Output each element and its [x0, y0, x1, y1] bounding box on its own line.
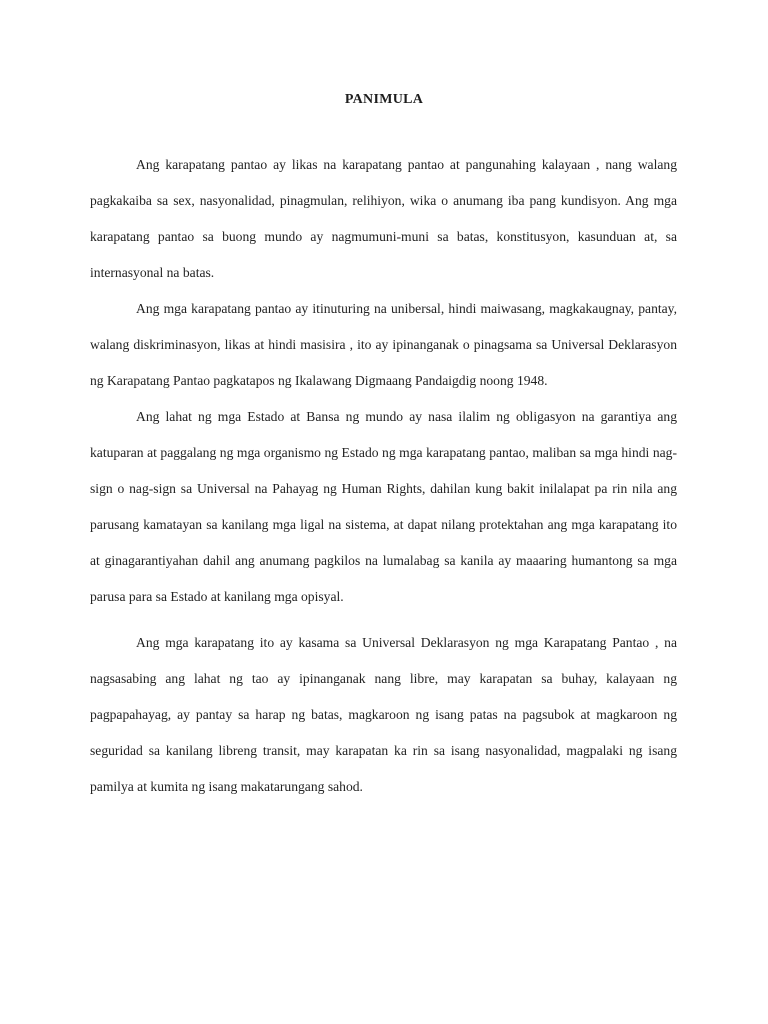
paragraph-3: Ang lahat ng mga Estado at Bansa ng mundo ay nasa ilalim ng obligasyon na garantiya ang katuparan at paggalang ng mga organismo ng Estado ng mga karapatang pantao, maliban sa mga hindi nag-sign o nag-sign sa Universal na Pahayag ng Human Rights, dahilan kung bakit inilalapat pa rin nila ang parusang kamatayan sa kanilang mga ligal na sistema, at dapat nilang protektahan ang mga karapatang ito at ginagarantiyahan dahil ang anumang pagkilos na lumalabag sa kanila ay maaaring humantong sa mga parusa para sa Estado at kanilang mga opisyal. — [90, 409, 677, 604]
paragraph-gap — [90, 615, 677, 625]
paragraph-1: Ang karapatang pantao ay likas na karapatang pantao at pangunahing kalayaan , nang walang pagkakaiba sa sex, nasyonalidad, pinagmulan, relihiyon, wika o anumang iba pang kundisyon. Ang mga karapatang pantao sa buong mundo ay nagmumuni-muni sa batas, konstitusyon, kasunduan at, sa internasyonal na batas. — [90, 157, 677, 280]
paragraph-4: Ang mga karapatang ito ay kasama sa Universal Deklarasyon ng mga Karapatang Pantao , na nagsasabing ang lahat ng tao ay ipinanganak nang libre, may karapatan sa buhay, kalayaan ng pagpapahayag, ay pantay sa harap ng batas, magkaroon ng isang patas na pagsubok at magkaroon ng seguridad sa kanilang libreng transit, may karapatan ka rin sa isang nasyonalidad, magpalaki ng isang pamilya at kumita ng isang makatarungang sahod. — [90, 635, 677, 794]
paragraph-2: Ang mga karapatang pantao ay itinuturing na unibersal, hindi maiwasang, magkakaugnay, pantay, walang diskriminasyon, likas at hindi masisira , ito ay ipinanganak o pinagsama sa Universal Deklarasyon ng Karapatang Pantao pagkatapos ng Ikalawang Digmaang Pandaigdig noong 1948. — [90, 301, 677, 388]
document-body — [90, 147, 677, 805]
page-title: PANIMULA — [344, 92, 424, 107]
